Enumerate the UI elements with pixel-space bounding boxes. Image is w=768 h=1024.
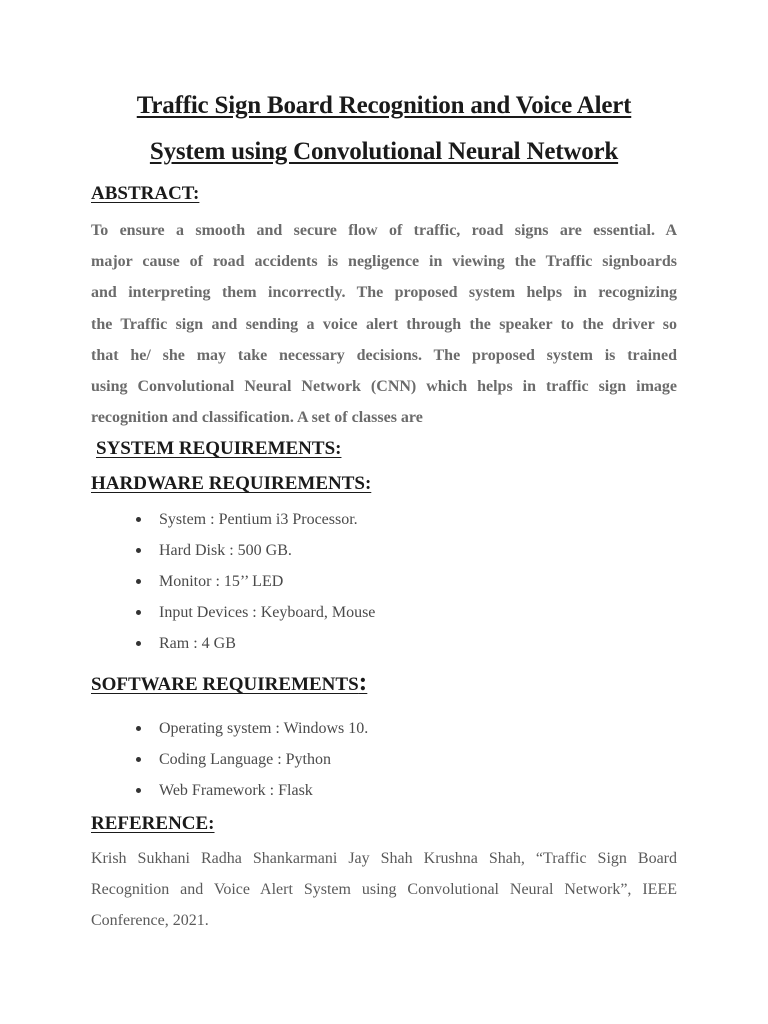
list-item-text: Operating system : Windows 10. (159, 720, 369, 737)
bullet-icon (136, 517, 141, 522)
list-item (130, 566, 375, 597)
list-item-text: Input Devices : Keyboard, Mouse (159, 604, 376, 621)
list-item (130, 504, 375, 535)
bullet-icon (136, 641, 141, 646)
abstract-line: and interpreting them incorrectly. The proposed system helps in recognizing (91, 284, 677, 302)
list-item-text: Coding Language : Python (159, 751, 331, 768)
hardware-requirements-heading: HARDWARE REQUIREMENTS: (91, 473, 372, 494)
abstract-line: major cause of road accidents is negligence in viewing the Traffic signboards (91, 253, 677, 271)
document-title-line-2: System using Convolutional Neural Network (149, 138, 619, 165)
reference-line: Conference, 2021. (91, 912, 209, 930)
list-item (130, 628, 375, 659)
abstract-heading: ABSTRACT: (91, 183, 200, 204)
list-item (130, 775, 368, 806)
document-title-line-1: Traffic Sign Board Recognition and Voice Alert (136, 92, 632, 119)
bullet-icon (136, 579, 141, 584)
list-item (130, 597, 375, 628)
hardware-requirements-list (130, 504, 375, 659)
abstract-line: recognition and classification. A set of classes are (91, 409, 423, 427)
reference-paragraph (91, 843, 677, 937)
list-item-text: System : Pentium i3 Processor. (159, 511, 358, 528)
abstract-line: using Convolutional Neural Network (CNN) which helps in traffic sign image (91, 378, 677, 396)
abstract-paragraph (91, 215, 677, 433)
bullet-icon (136, 548, 141, 553)
bullet-icon (136, 788, 141, 793)
reference-line: Krish Sukhani Radha Shankarmani Jay Shah Krushna Shah, “Traffic Sign Board (91, 850, 677, 867)
list-item-text: Hard Disk : 500 GB. (159, 542, 292, 559)
bullet-icon (136, 610, 141, 615)
software-requirements-list (130, 713, 368, 806)
software-requirements-heading (91, 667, 368, 696)
software-heading-text: SOFTWARE REQUIREMENTS (91, 674, 359, 695)
list-item (130, 535, 375, 566)
reference-heading: REFERENCE: (91, 813, 215, 834)
list-item (130, 713, 368, 744)
abstract-line: that he/ she may take necessary decisions. The proposed system is trained (91, 346, 677, 364)
list-item-text: Monitor : 15’’ LED (159, 573, 284, 590)
reference-line: Recognition and Voice Alert System using Convolutional Neural Network”, IEEE (91, 881, 677, 899)
abstract-line: the Traffic sign and sending a voice alert through the speaker to the driver so (91, 315, 677, 333)
bullet-icon (136, 726, 141, 731)
list-item-text: Ram : 4 GB (159, 635, 236, 652)
abstract-line: To ensure a smooth and secure flow of traffic, road signs are essential. A (91, 222, 677, 239)
list-item (130, 744, 368, 775)
software-heading-colon: : (358, 667, 368, 696)
system-requirements-heading: SYSTEM REQUIREMENTS: (96, 438, 342, 459)
bullet-icon (136, 757, 141, 762)
list-item-text: Web Framework : Flask (159, 782, 313, 799)
